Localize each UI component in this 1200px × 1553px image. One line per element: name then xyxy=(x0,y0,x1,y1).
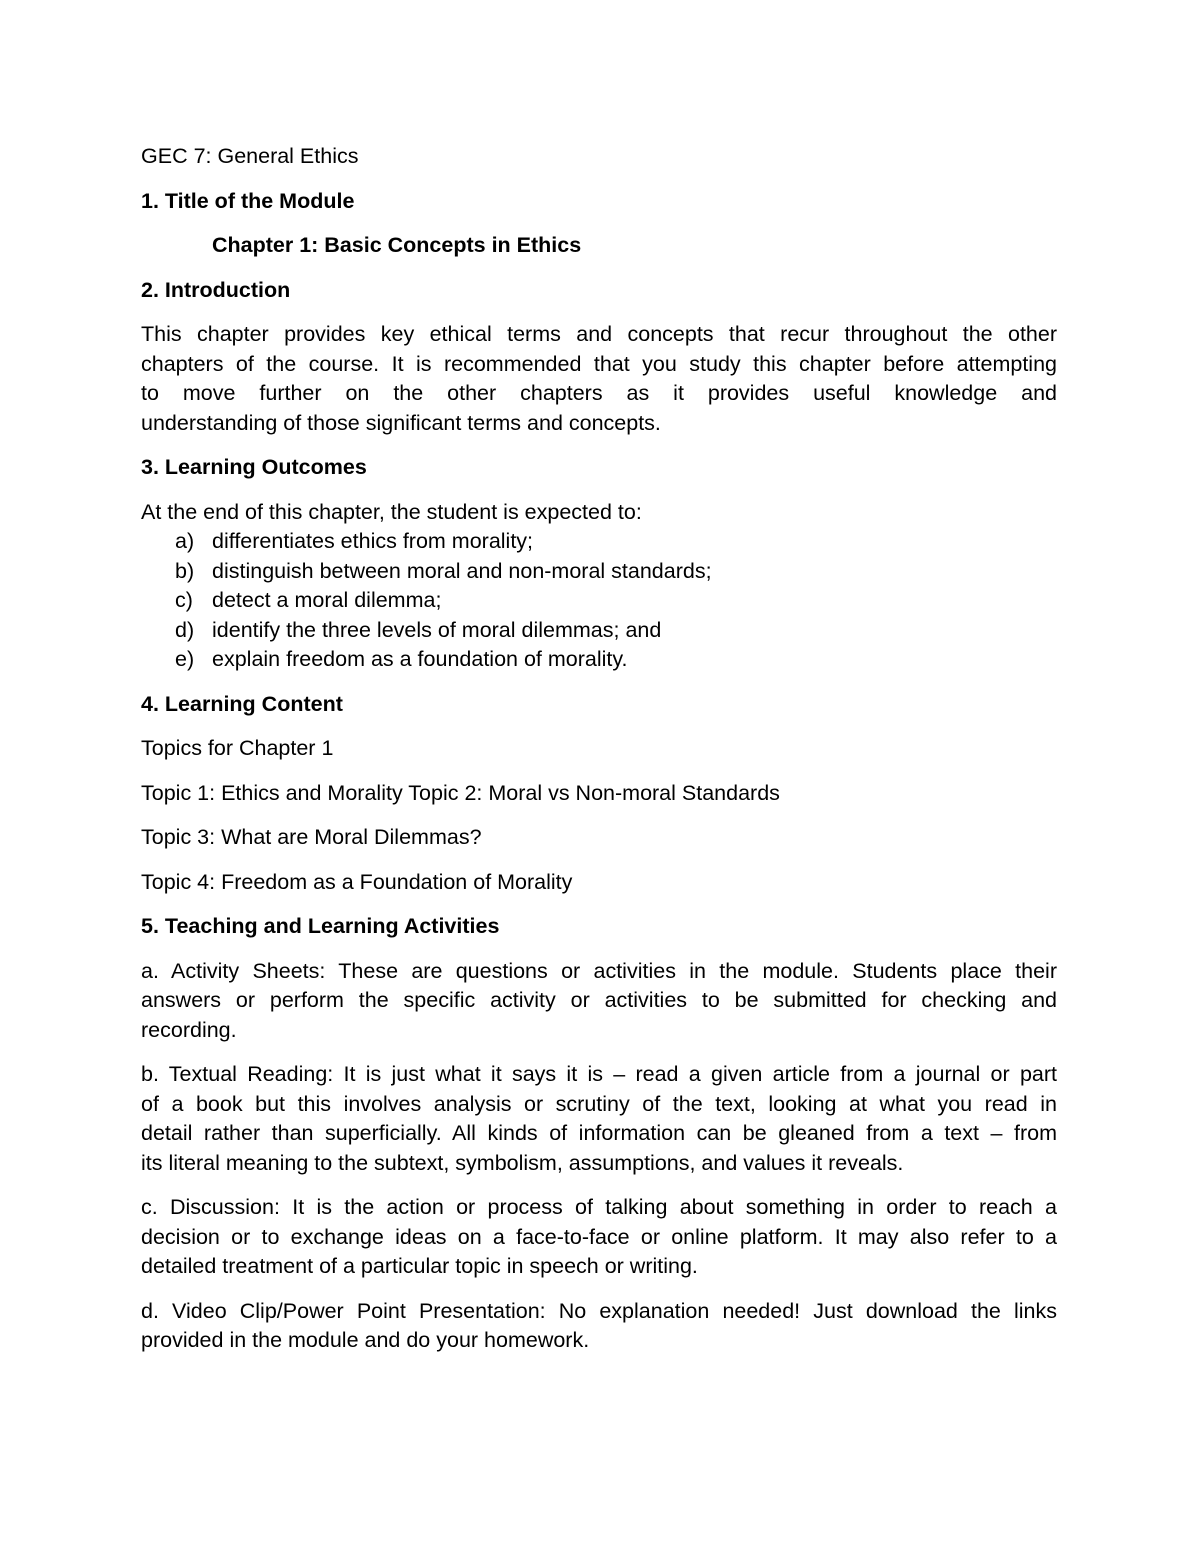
list-item xyxy=(141,586,1057,616)
chapter-title: Chapter 1: Basic Concepts in Ethics xyxy=(212,233,582,257)
paragraph-line: This chapter provides key ethical terms and concepts that recur throughout the other xyxy=(141,322,1057,346)
activity-paragraph xyxy=(141,1060,1057,1178)
paragraph-line: a. Activity Sheets: These are questions or activities in the module. Students place their xyxy=(141,958,1057,983)
paragraph-line: chapters of the course. It is recommended that you study this chapter before attempting xyxy=(141,351,1057,376)
list-marker: b) xyxy=(175,558,195,583)
list-marker: d) xyxy=(175,617,195,642)
topic-line: Topic 1: Ethics and Morality Topic 2: Moral vs Non-moral Standards xyxy=(141,780,780,805)
list-item-text: explain freedom as a foundation of morality. xyxy=(212,647,628,671)
section-5-heading: 5. Teaching and Learning Activities xyxy=(141,914,500,938)
topics-intro: Topics for Chapter 1 xyxy=(141,736,334,760)
list-marker: e) xyxy=(175,647,195,671)
paragraph-line: of a book but this involves analysis or scrutiny of the text, looking at what you read in xyxy=(141,1091,1057,1116)
section-4-heading: 4. Learning Content xyxy=(141,691,343,716)
activity-paragraph xyxy=(141,957,1057,1046)
section-3-heading: 3. Learning Outcomes xyxy=(141,455,367,479)
document-page xyxy=(141,142,1057,1356)
topic-line: Topic 3: What are Moral Dilemmas? xyxy=(141,825,482,849)
course-title: GEC 7: General Ethics xyxy=(141,144,359,168)
paragraph-line: c. Discussion: It is the action or process of talking about something in order to reach a xyxy=(141,1195,1057,1219)
topic-line: Topic 4: Freedom as a Foundation of Morality xyxy=(141,869,573,894)
list-item-text: distinguish between moral and non-moral standards; xyxy=(212,558,712,583)
paragraph-line: its literal meaning to the subtext, symbolism, assumptions, and values it reveals. xyxy=(141,1150,904,1175)
list-marker: a) xyxy=(175,529,195,553)
paragraph-line: provided in the module and do your homework. xyxy=(141,1328,590,1352)
list-item xyxy=(141,527,1057,557)
introduction-paragraph xyxy=(141,320,1057,438)
paragraph-line: detail rather than superficially. All kinds of information can be gleaned from a text – from xyxy=(141,1121,1057,1145)
section-1-heading: 1. Title of the Module xyxy=(141,188,355,213)
paragraph-line: d. Video Clip/Power Point Presentation: No explanation needed! Just download the links xyxy=(141,1298,1057,1323)
list-item-text: identify the three levels of moral dilemmas; and xyxy=(212,617,662,642)
list-item xyxy=(141,616,1057,646)
activity-paragraph xyxy=(141,1297,1057,1356)
paragraph-line: to move further on the other chapters as it provides useful knowledge and xyxy=(141,381,1057,405)
paragraph-line: b. Textual Reading: It is just what it says it is – read a given article from a journal or part xyxy=(141,1062,1057,1086)
paragraph-line: answers or perform the specific activity or activities to be submitted for checking and xyxy=(141,988,1057,1012)
paragraph-line: understanding of those significant terms and concepts. xyxy=(141,410,661,435)
paragraph-line: recording. xyxy=(141,1017,237,1042)
paragraph-line: detailed treatment of a particular topic in speech or writing. xyxy=(141,1254,698,1278)
list-item-text: differentiates ethics from morality; xyxy=(212,529,534,553)
paragraph-line: decision or to exchange ideas on a face-to-face or online platform. It may also refer to a xyxy=(141,1224,1057,1249)
activity-paragraph xyxy=(141,1193,1057,1282)
outcomes-intro: At the end of this chapter, the student is expected to: xyxy=(141,499,642,524)
list-item-text: detect a moral dilemma; xyxy=(212,588,442,612)
list-item xyxy=(141,557,1057,587)
list-marker: c) xyxy=(175,588,193,612)
list-item xyxy=(141,645,1057,675)
outcomes-list xyxy=(141,527,1057,675)
section-2-heading: 2. Introduction xyxy=(141,277,291,302)
